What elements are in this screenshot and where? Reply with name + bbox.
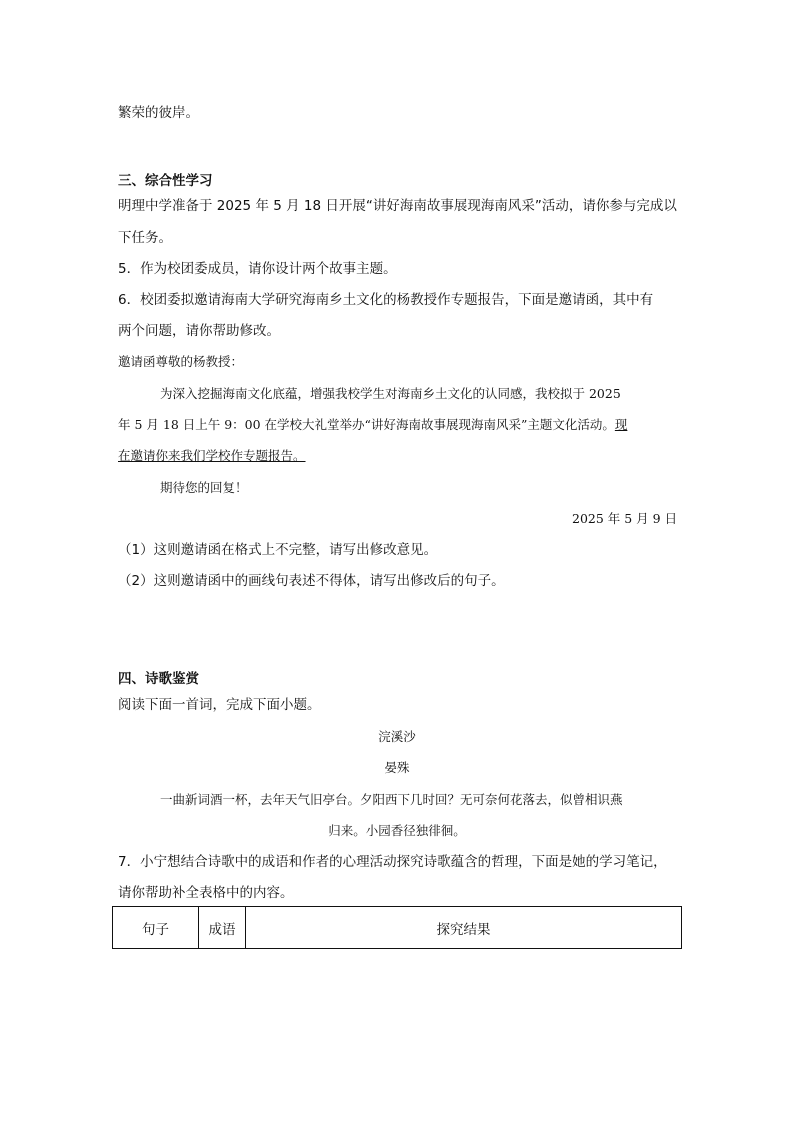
section-three-heading: 三、综合性学习 <box>118 173 213 189</box>
study-notes-table <box>112 906 682 949</box>
question-7: 7．小宁想结合诗歌中的成语和作者的心理活动探究诗歌蕴含的哲理，下面是她的学习笔记， <box>118 854 667 870</box>
column-header-idiom: 成语 <box>199 907 246 949</box>
underlined-sentence: 在邀请你来我们学校作专题报告。 <box>118 448 306 463</box>
table-header-row <box>113 907 682 949</box>
subquestion-2: （2）这则邀请函中的画线句表述不得体，请写出修改后的句子。 <box>118 573 505 589</box>
column-header-sentence: 句子 <box>113 907 199 949</box>
poetry-intro: 阅读下面一首词，完成下面小题。 <box>118 697 321 713</box>
activity-intro: 明理中学准备于 2025 年 5 月 18 日开展“讲好海南故事展现海南风采”活动，请你参与完成以 <box>118 198 677 214</box>
invitation-body-line-2 <box>118 415 627 435</box>
invitation-salutation: 邀请函尊敬的杨教授： <box>118 354 244 369</box>
poem-line-continued: 归来。小园香径独徘徊。 <box>328 823 466 838</box>
underlined-sentence-start: 现 <box>614 417 628 432</box>
column-header-result: 探究结果 <box>246 907 682 949</box>
activity-intro-continued: 下任务。 <box>118 230 172 246</box>
section-four-heading: 四、诗歌鉴赏 <box>118 671 199 687</box>
subquestion-1: （1）这则邀请函在格式上不完整，请写出修改意见。 <box>118 542 438 558</box>
invitation-closing: 期待您的回复！ <box>160 480 248 495</box>
question-6-continued: 两个问题，请你帮助修改。 <box>118 323 280 339</box>
poem-line: 一曲新词酒一杯，去年天气旧亭台。夕阳西下几时回？无可奈何花落去，似曾相识燕 <box>160 792 623 807</box>
continuation-text: 繁荣的彼岸。 <box>118 105 199 121</box>
question-7-continued: 请你帮助补全表格中的内容。 <box>118 885 294 901</box>
invitation-body-text: 年 5 月 18 日上午 9：00 在学校大礼堂举办“讲好海南故事展现海南风采”主题文化活动。 <box>118 417 615 432</box>
question-5: 5．作为校团委成员，请你设计两个故事主题。 <box>118 261 397 277</box>
poem-author: 晏殊 <box>384 760 410 775</box>
question-6: 6．校团委拟邀请海南大学研究海南乡土文化的杨教授作专题报告，下面是邀请函，其中有 <box>118 292 654 308</box>
invitation-date: 2025 年 5 月 9 日 <box>572 511 678 526</box>
poem-title: 浣溪沙 <box>378 729 416 744</box>
invitation-body-line: 为深入挖掘海南文化底蕴，增强我校学生对海南乡土文化的认同感，我校拟于 2025 <box>160 386 621 401</box>
